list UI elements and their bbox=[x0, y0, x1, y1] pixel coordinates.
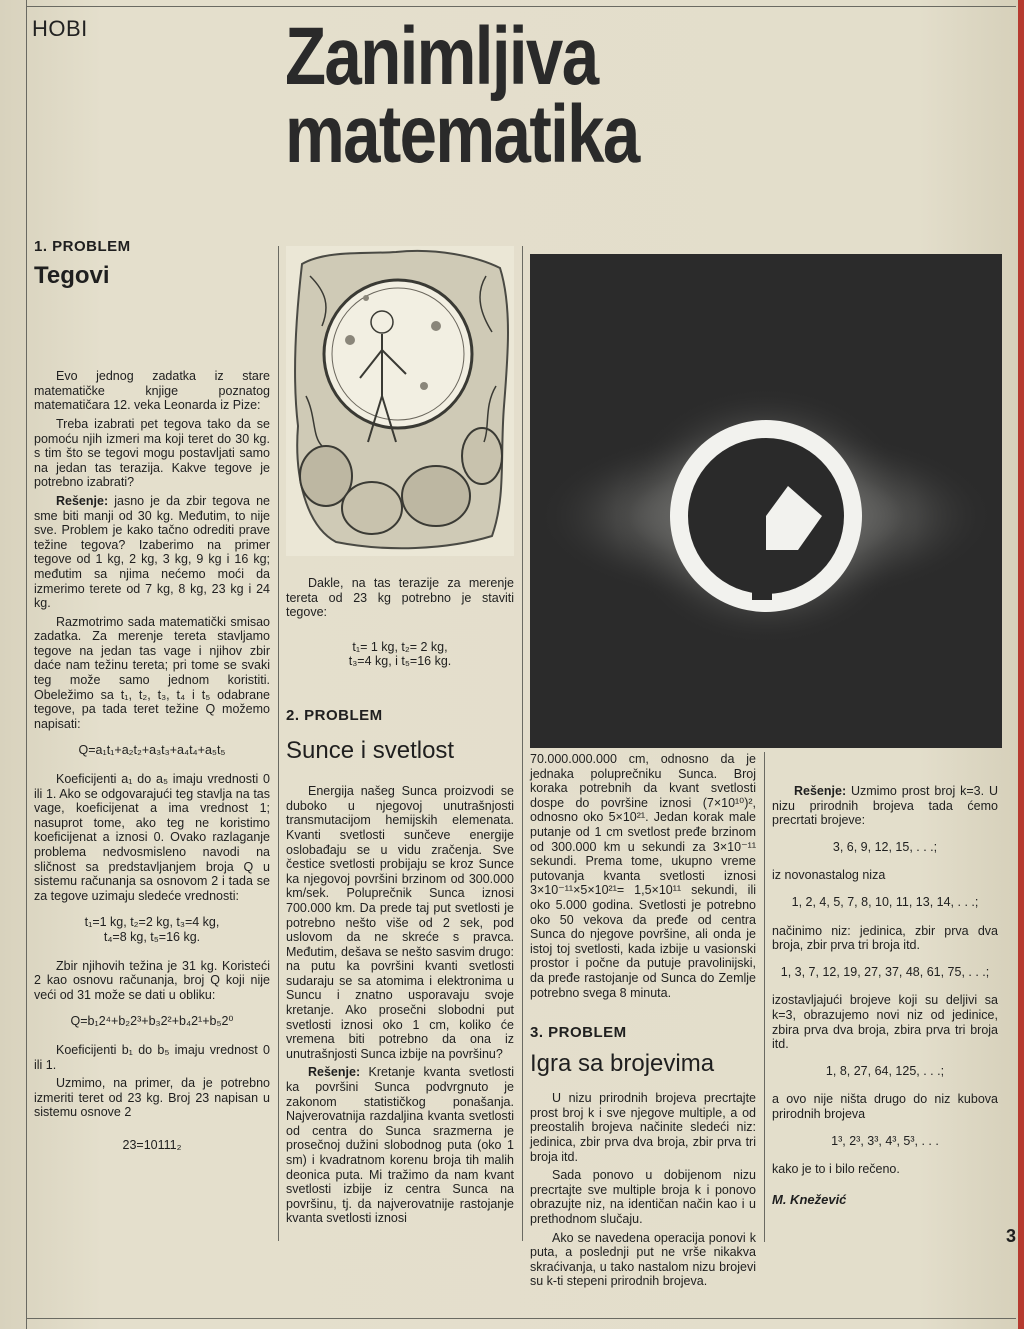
eclipse-art bbox=[530, 254, 1002, 748]
problem-3-label: 3. PROBLEM bbox=[530, 1024, 627, 1042]
section-label: HOBI bbox=[32, 16, 88, 41]
paragraph: Uzmimo, na primer, da je potrebno izmeriti teret od 23 kg. Broj 23 napisan u sistemu osnove 2 bbox=[34, 1076, 270, 1120]
column-3 bbox=[530, 752, 756, 1293]
solution-label: Rešenje: bbox=[308, 1065, 361, 1080]
etching-illustration bbox=[286, 246, 514, 556]
formula: Q=b₁2⁴+b₂2³+b₃2²+b₄2¹+b₅2⁰ bbox=[70, 1014, 234, 1029]
formula: t₃=4 kg, i t₅=16 kg. bbox=[348, 654, 452, 669]
sequence: 1³, 2³, 3³, 4³, 5³, . . . bbox=[831, 1133, 939, 1148]
problem-2-title: Sunce i svetlost bbox=[286, 736, 455, 764]
paragraph-text: Uzmimo prost broj k=3. U nizu prirodnih brojeva tada ćemo precrtati brojeve: bbox=[772, 784, 998, 828]
solution-label: Rešenje: bbox=[56, 493, 109, 508]
paragraph: U nizu prirodnih brojeva precrtajte prost broj k i sve njegove multiple, a od preostalih brojeva načinite sledeći niz: jedinica, zbir prva dva broja, zbir prva tri broja itd. bbox=[530, 1091, 756, 1164]
paragraph: izostavljajući brojeve koji su deljivi sa k=3, obrazujemo novi niz od jedinice, zbira prva dva broja, zbira prva tri broja itd. bbox=[772, 993, 998, 1052]
etching-art bbox=[286, 246, 514, 556]
header-rule bbox=[26, 6, 1016, 7]
formula: t₁=1 kg, t₂=2 kg, t₃=4 kg, bbox=[84, 915, 220, 930]
paragraph: načinimo niz: jedinica, zbir prva dva broja, zbir prva tri broja itd. bbox=[772, 923, 998, 953]
paragraph bbox=[772, 784, 998, 828]
eclipse-photo bbox=[530, 254, 1002, 748]
page-title bbox=[285, 11, 670, 180]
formula: 23=10111₂ bbox=[122, 1137, 182, 1152]
paragraph: iz novonastalog niza bbox=[772, 868, 886, 883]
sequence: 1, 8, 27, 64, 125, . . .; bbox=[825, 1063, 945, 1078]
paragraph: Zbir njihovih težina je 31 kg. Koristeći 2 kao osnovu računanja, broj Q koji nije veći od 31 može se dati u obliku: bbox=[34, 958, 270, 1002]
paragraph: Sada ponovo u dobijenom nizu precrtajte sve multiple broja k i ponovo obrazujte niz, na identičan način kao i u prethodnom slučaju. bbox=[530, 1168, 756, 1227]
column-rule bbox=[764, 752, 765, 1242]
sequence: 3, 6, 9, 12, 15, . . .; bbox=[832, 839, 938, 854]
problem-1-title: Tegovi bbox=[34, 261, 110, 289]
column-rule bbox=[278, 246, 279, 1241]
problem-2-label: 2. PROBLEM bbox=[286, 706, 383, 724]
paragraph bbox=[286, 1065, 514, 1226]
paragraph-text: Kretanje kvanta svetlosti ka površini Sunca podvrgnuto je zakonom statističkog ponašanja. Najverovatnija razdaljina kvanta svetlosti od centra do Sunca srazmerna je prosečnoj dužini slobodnog puta (oko 1 sm) i kvadratnom korenu broja tih malih deonica puta. Mi tražimo da nam kvant svetlosti izbije iz centra Sunca na površinu, tj. da najverovatnije rastojanje kvanta svetlosti iznosi bbox=[286, 1065, 514, 1226]
paragraph-text: jasno je da zbir tegova ne sme biti manji od 30 kg. Međutim, to nije sve. Problem je kako tačno odrediti prave težine tegova? Izaberimo na primer tegove od 1 kg, 2 kg, 3 kg, 9 kg i 16 kg; međutim sa njima nećemo moći da izmerimo terete od 7 kg, 8 kg, 23 kg i 24 kg. bbox=[34, 493, 270, 611]
formula: t₄=8 kg, t₅=16 kg. bbox=[103, 929, 201, 944]
solution-label: Rešenje: bbox=[794, 784, 847, 798]
formula: t₁= 1 kg, t₂= 2 kg, bbox=[352, 639, 448, 654]
problem-1-label: 1. PROBLEM bbox=[34, 238, 131, 255]
paragraph: Evo jednog zadatka iz stare matematičke knjige poznatog matematičara 12. veka Leonarda iz Pize: bbox=[34, 369, 270, 413]
sequence: 1, 2, 4, 5, 7, 8, 10, 11, 13, 14, . . .; bbox=[791, 894, 979, 909]
paragraph: Treba izabrati pet tegova tako da se pomoću njih izmeri ma koji teret do 30 kg. s tim što se tegovi mogu postavljati samo na jedan tas terazija. Kakve tegove je potrebno izabrati? bbox=[34, 416, 270, 490]
binding-edge bbox=[1018, 0, 1024, 1329]
title-line-2: matematika bbox=[285, 89, 639, 180]
paragraph: Ako se navedena operacija ponovi k puta, a poslednji put ne vrše nikakva skraćivanja, u tako nastalom nizu brojevi su k-ti stepeni prirodnih brojeva. bbox=[530, 1230, 756, 1289]
column-1 bbox=[34, 240, 270, 1167]
left-margin-rule bbox=[26, 0, 27, 1329]
paragraph: Koeficijenti a₁ do a₅ imaju vrednosti 0 ili 1. Ako se odgovarajući teg stavlja na tas vage, koeficijenat a ima vrednost 1; nasuprot tome, ako teg ne koristimo koeficijenat a iznosi 0. Ovako razlaganje problema nedvosmisleno navodi na sličnost sa predstavljanjem broja Q u sistemu računanja sa osnovom 2 i tada se za tegove uzimaju sledeće vrednosti: bbox=[34, 772, 270, 903]
problem-3-title: Igra sa brojevima bbox=[530, 1049, 715, 1077]
footer-rule bbox=[26, 1318, 1016, 1319]
paragraph: kako je to i bilo rečeno. bbox=[772, 1162, 900, 1177]
author: M. Knežević bbox=[772, 1191, 847, 1207]
paragraph: Koeficijenti b₁ do b₅ imaju vrednost 0 ili 1. bbox=[34, 1042, 270, 1072]
title-line-1: Zanimljiva bbox=[285, 11, 598, 102]
paragraph: Razmotrimo sada matematički smisao zadatka. Za merenje tereta stavljamo tegove na jedan tas vage i njihov zbir daće nam težinu tereta; pri tome se svaki teg može samo jednom koristiti. Obeležimo sa t₁, t₂, t₃, t₄ i t₅ odabrane tegove, pa tada teret težine Q možemo napisati: bbox=[34, 614, 270, 731]
column-2 bbox=[286, 576, 514, 1230]
paragraph: Energija našeg Sunca proizvodi se duboko u njegovoj unutrašnjosti transmutacijom hemijskih elemenata. Kvanti svetlosti sunčeve energije oslobađaju se u vidu zračenja. Sve čestice svetlosti probijaju se kroz Sunce ka njegovoj površini brzinom od 300.000 km/sek. Poluprečnik Sunca iznosi 700.000 km. Da prede taj put svetlosti je potrebno nešto više od 2 sek, pod uslovom da ne skreće s pravca. Međutim, dešava se nešto sasvim drugo: na putu ka površini kvanti svetlosti sudaraju se sa atomima i elektronima u Suncu i znatno usporavaju svoje kretanje. Ako prosečni slobodni put svetlosti iznosi oko 1 cm, koliko će vremena biti potrebno da ona iz unutrašnjosti Sunca izbije na površinu? bbox=[286, 784, 514, 1061]
paragraph: a ovo nije ništa drugo do niz kubova prirodnih brojeva bbox=[772, 1092, 998, 1121]
sequence: 1, 3, 7, 12, 19, 27, 37, 48, 61, 75, . . .; bbox=[780, 964, 990, 979]
column-rule bbox=[522, 246, 523, 1241]
paragraph: Dakle, na tas terazije za merenje tereta od 23 kg potrebno je staviti tegove: bbox=[286, 576, 514, 620]
column-4 bbox=[772, 784, 998, 1207]
paragraph: 70.000.000.000 cm, odnosno da je jednaka poluprečniku Sunca. Broj koraka potrebnih da kvant svetlosti dospe do površine iznosi (7×10¹⁰)², odnosno oko 5×10²¹. Jedan korak male putanje od 1 cm svetlost pređe brzinom od 300.000 km u sekundi za 3×10⁻¹¹ sekundi. Prema tome, ukupno vreme putovanja kvanta svetlosti iznosi 3×10⁻¹¹×5×10²¹= 1,5×10¹¹ sekundi, ili oko 5.000 godina. Svetlosti je potrebno oko 50 vekova da pređe od centra Sunca do njegove površine, ali onda je istoj toj svetlosti, kada izbije u vasionski prostor i počne da putuje pravolinijski, da pređe rastojanje od Sunca do Zemlje potrebno svega 8 minuta. bbox=[530, 752, 756, 1000]
page-number: 3 bbox=[1005, 1226, 1016, 1246]
formula: Q=a₁t₁+a₂t₂+a₃t₃+a₄t₄+a₅t₅ bbox=[78, 743, 226, 758]
paragraph bbox=[34, 494, 270, 611]
